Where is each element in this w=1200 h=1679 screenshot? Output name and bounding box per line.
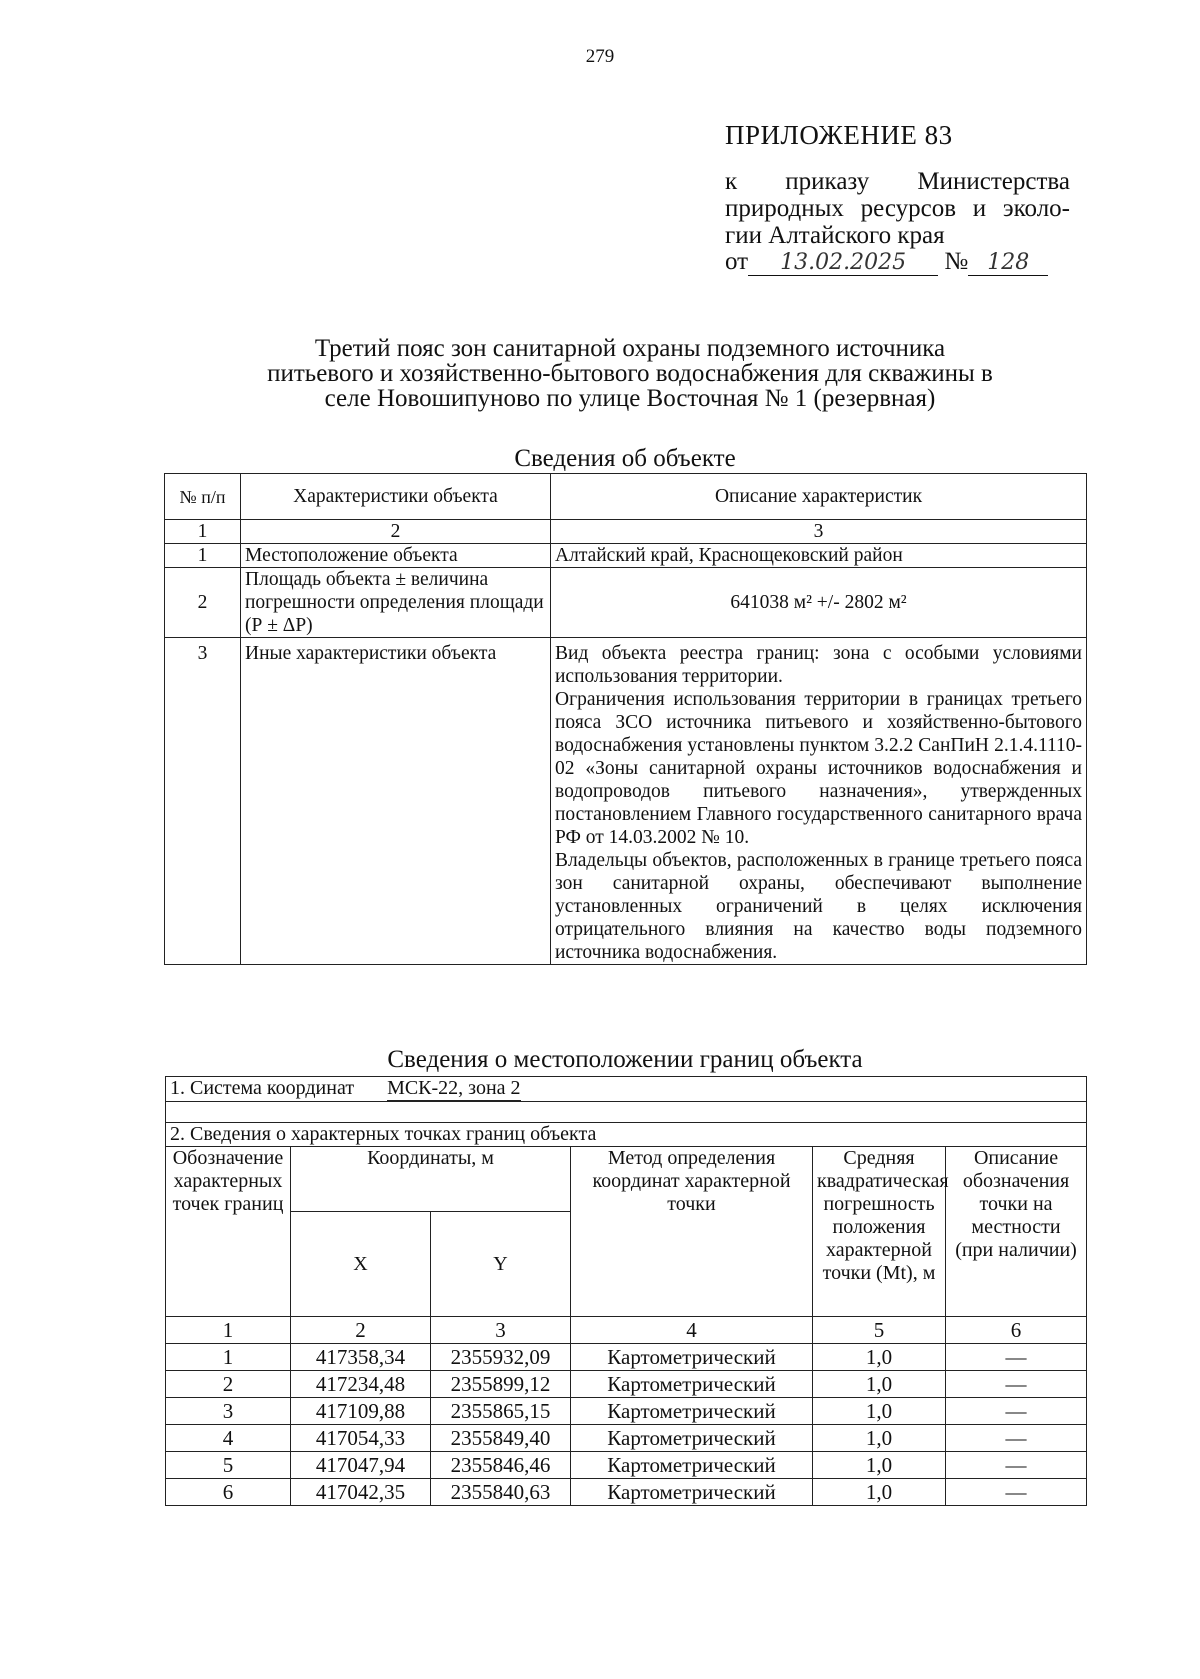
point-x: 417234,48 [291,1371,431,1398]
coord-system-row [166,1077,1087,1102]
header-characteristics: Характеристики объекта [241,474,551,520]
point-y: 2355846,46 [431,1452,571,1479]
table-row [166,1425,1087,1452]
point-method: Картометрический [571,1371,813,1398]
point-error: 1,0 [813,1371,946,1398]
point-error: 1,0 [813,1425,946,1452]
table-row [165,544,1087,568]
document-title [200,336,1060,411]
point-error: 1,0 [813,1452,946,1479]
point-method: Картометрический [571,1452,813,1479]
row-name: Площадь объекта ± величина погрешности определения площади (Р ± ΔР) [241,568,551,638]
column-number-row [165,520,1087,544]
point-y: 2355840,63 [431,1479,571,1506]
col-number: 1 [166,1317,291,1344]
point-x: 417358,34 [291,1344,431,1371]
appendix-title: ПРИЛОЖЕНИЕ 83 [725,120,953,150]
col-number: 1 [165,520,241,544]
row-num: 1 [165,544,241,568]
order-date-row [725,248,1070,276]
col-number: 3 [431,1317,571,1344]
table-row [166,1344,1087,1371]
col-number: 2 [291,1317,431,1344]
order-line-1: к приказу Министерства [725,168,1070,195]
col-number: 6 [946,1317,1087,1344]
order-line-3: гии Алтайского края [725,222,945,249]
row-name: Иные характеристики объекта [241,638,551,965]
object-section-heading: Сведения об объекте [514,445,736,472]
order-reference [725,168,1070,249]
point-x: 417047,94 [291,1452,431,1479]
table-row [166,1371,1087,1398]
location-table [165,1076,1087,1506]
title-line-2: питьевого и хозяйственно-бытового водоснабжения для скважины в [267,360,993,387]
row-value: Алтайский край, Краснощековский район [551,544,1087,568]
point-x: 417042,35 [291,1479,431,1506]
header-description: Описание обозначения точки на местности (при наличии) [946,1147,1087,1317]
description-paragraph: Вид объекта реестра границ: зона с особыми условиями использования территории. [555,643,1082,687]
table-row [166,1398,1087,1425]
coord-system-value: МСК-22, зона 2 [387,1077,521,1099]
point-error: 1,0 [813,1479,946,1506]
order-date: 13.02.2025 [748,250,938,276]
point-method: Картометрический [571,1425,813,1452]
header-x: X [291,1212,431,1317]
col-number: 3 [551,520,1087,544]
row-num: 2 [165,568,241,638]
table-row [165,568,1087,638]
point-method: Картометрический [571,1344,813,1371]
header-coords: Координаты, м [291,1147,571,1212]
points-label-row [166,1123,1087,1147]
point-y: 2355932,09 [431,1344,571,1371]
point-y: 2355865,15 [431,1398,571,1425]
number-label: № [944,248,969,275]
point-id: 4 [166,1425,291,1452]
point-y: 2355849,40 [431,1425,571,1452]
table-header-row [165,474,1087,520]
point-description: — [946,1425,1087,1452]
table-row [166,1479,1087,1506]
header-description: Описание характеристик [551,474,1087,520]
point-id: 1 [166,1344,291,1371]
header-designation: Обозначение характерных точек границ [166,1147,291,1317]
point-id: 2 [166,1371,291,1398]
point-y: 2355899,12 [431,1371,571,1398]
point-description: — [946,1479,1087,1506]
col-number: 4 [571,1317,813,1344]
column-number-row [166,1317,1087,1344]
title-line-1: Третий пояс зон санитарной охраны подземного источника [314,335,946,362]
point-id: 5 [166,1452,291,1479]
points-label: 2. Сведения о характерных точках границ объекта [166,1123,1087,1147]
row-num: 3 [165,638,241,965]
header-method: Метод определения координат характерной точки [571,1147,813,1317]
point-id: 3 [166,1398,291,1425]
page-number: 279 [585,46,615,67]
col-number: 5 [813,1317,946,1344]
point-description: — [946,1371,1087,1398]
table-header-row [166,1147,1087,1212]
col-number: 2 [241,520,551,544]
title-line-3: селе Новошипуново по улице Восточная № 1 (резервная) [324,385,936,412]
header-num: № п/п [165,474,241,520]
point-x: 417109,88 [291,1398,431,1425]
point-x: 417054,33 [291,1425,431,1452]
row-value: 641038 м² +/- 2802 м² [551,568,1087,638]
point-method: Картометрический [571,1398,813,1425]
table-row [166,1452,1087,1479]
blank-row [166,1102,1087,1123]
order-line-2: природных ресурсов и эколо- [725,195,1070,222]
point-method: Картометрический [571,1479,813,1506]
location-section-heading: Сведения о местоположении границ объекта [387,1046,863,1073]
point-description: — [946,1452,1087,1479]
point-id: 6 [166,1479,291,1506]
row-value [551,638,1087,965]
coord-system-label: 1. Система координат [170,1077,355,1099]
point-description: — [946,1344,1087,1371]
table-row [165,638,1087,965]
object-info-table [164,473,1087,965]
from-label: от [725,248,749,275]
point-error: 1,0 [813,1344,946,1371]
point-error: 1,0 [813,1398,946,1425]
header-y: Y [431,1212,571,1317]
description-paragraph: Владельцы объектов, расположенных в границе третьего пояса зон санитарной охраны, обеспечивают выполнение установленных ограничений в целях исключения отрицательного влияния на качество воды подземного источника водоснабжения. [555,850,1082,963]
description-paragraph: Ограничения использования территории в границах третьего пояса ЗСО источника питьевого и хозяйственно-бытового водоснабжения установлены пунктом 3.2.2 СанПиН 2.1.4.1110-02 «Зоны санитарной охраны источников водоснабжения и водопроводов питьевого назначения», утвержденных постановлением Главного государственного санитарного врача РФ от 14.03.2002 № 10. [555,689,1082,848]
row-name: Местоположение объекта [241,544,551,568]
header-error: Средняя квадратическая погрешность положения характерной точки (Mt), м [813,1147,946,1317]
order-number: 128 [968,250,1048,276]
point-description: — [946,1398,1087,1425]
